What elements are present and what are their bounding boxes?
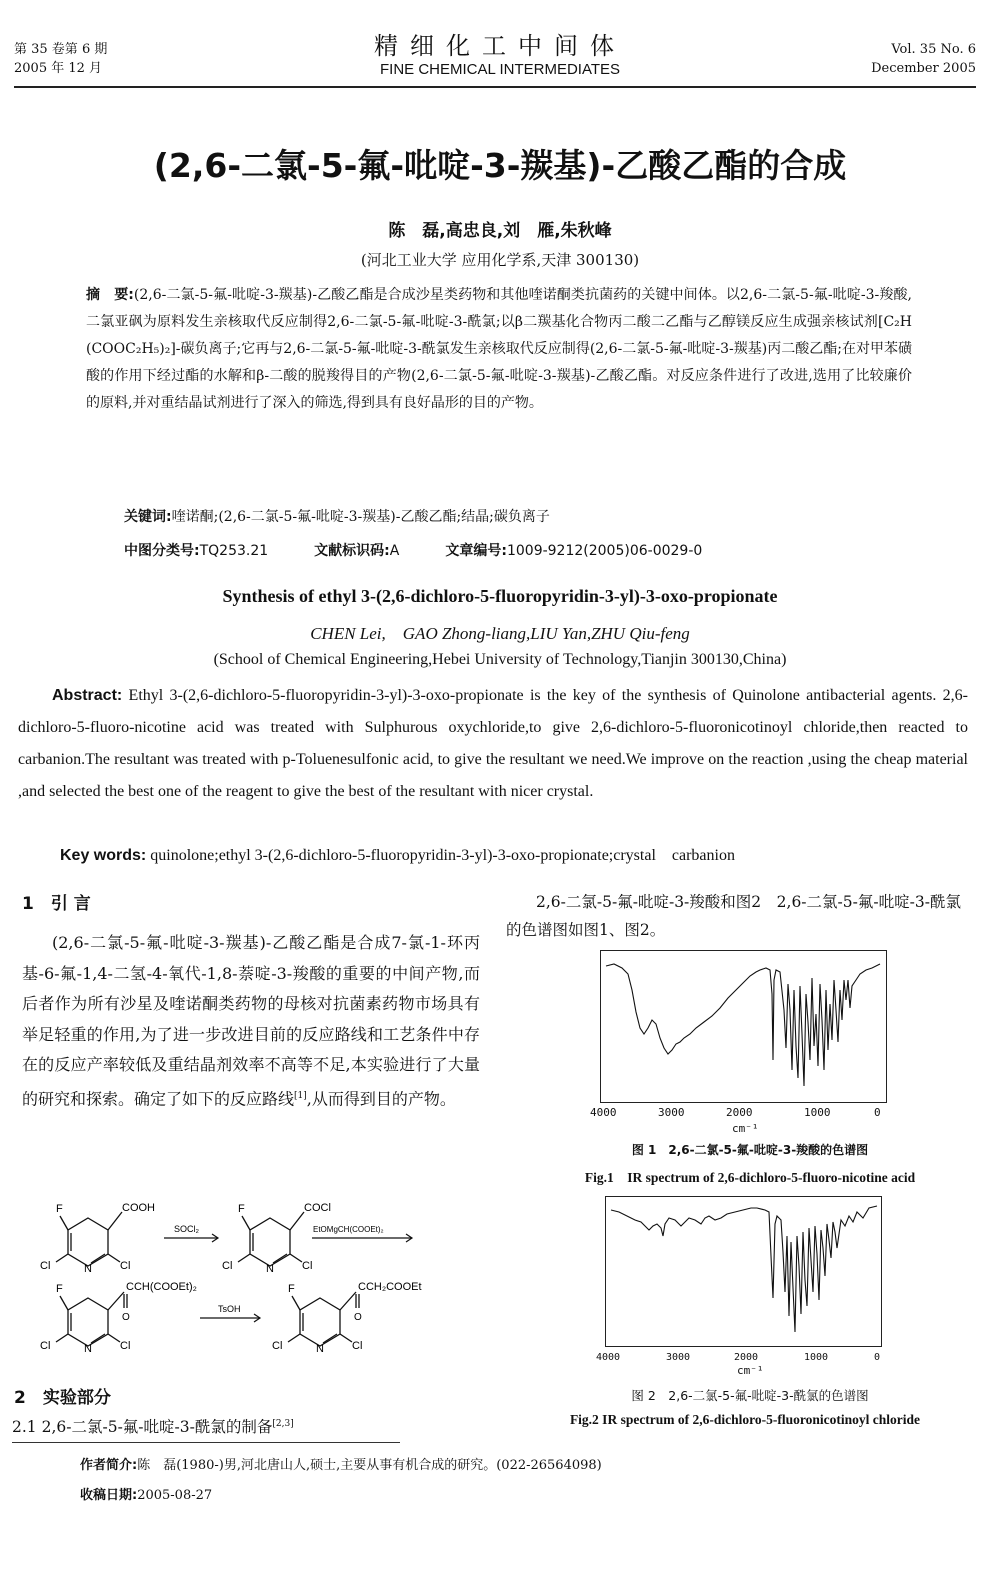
cl-label: Cl [40, 1340, 51, 1352]
doc-code-value: A [389, 543, 400, 559]
reaction-arrow [164, 1234, 218, 1242]
keywords-label: 关键词: [124, 509, 172, 525]
spectrum-trace [611, 1206, 877, 1332]
section-1-heading: 1 引 言 [22, 894, 91, 914]
tick-label: 0 [874, 1352, 881, 1363]
abstract-text: (2,6-二氯-5-氟-吡啶-3-羰基)-乙酸乙酯是合成沙星类药物和其他喹诺酮类抗菌药的关键中间体。以2,6-二氯-5-氟-吡啶-3-羧酸,二氯亚砜为原料发生亲核取代反应制得2,6-二氯-5-氟-吡啶-3-酰氯;以β二羰基化合物丙二酸二乙酯与乙醇镁反应生成强亲核试剂[C₂H (COOC₂H₅)₂]-碳负离子;它再与2,6-二氯-5-氟-吡啶-3-酰氯发生亲核取代反应制得(2,6-二氯-5-氟-吡啶-3-羰基)丙二酸乙酯;在对甲苯磺酸的作用下经过酯的水解和β-二酸的脱羧得目的产物(2,6-二氯-5-氟-吡啶-3-羰基)-乙酸乙酯。对反应条件进行了改进,选用了比较廉价的原料,并对重结晶试剂进行了深入的筛选,得到具有良好晶形的目的产物。 [86, 287, 912, 411]
abstract-label: 摘 要: [86, 287, 134, 303]
english-abstract-text: Ethyl 3-(2,6-dichloro-5-fluoropyridin-3-yl)-3-oxo-propionate is the key of the synthesis of Quinolone antibacterial agents. 2,6-dichloro-5-fluoro-nicotine acid was treated with Sulphurous oxychloride,to give 2,6-dichloro-5-fluoronicotinoyl chloride,then reacted to carbanion.The resultant was treated with p-Toluenesulfonic acid, to give the resultant we need.We improve on the reaction ,using the cheap material ,and selected the best one of the reagent to give the best of the resultant with nicer crystal. [18, 687, 968, 800]
affiliation: (河北工业大学 应用化学系,天津 300130) [360, 251, 640, 269]
footnote-divider [12, 1442, 400, 1443]
tick-label: 4000 [590, 1106, 617, 1119]
figure-2-caption-cn: 图 2 2,6-二氯-5-氟-吡啶-3-酰氯的色谱图 [631, 1388, 869, 1403]
reagent-label: EtOMgCH(COOEt)₂ [313, 1225, 384, 1234]
section-2-heading: 2 实验部分 [14, 1388, 111, 1408]
journal-name-en: FINE CHEMICAL INTERMEDIATES [379, 61, 621, 78]
reference-mark: [2,3] [272, 1418, 294, 1429]
figure-intro-text [506, 888, 970, 944]
spectrum-trace [606, 964, 880, 1086]
bio-text: 陈 磊(1980-)男,河北唐山人,硕士,主要从事有机合成的研究。(022-26564098) [137, 1458, 602, 1473]
tick-label: 1000 [804, 1106, 831, 1119]
bio-label: 作者简介: [80, 1458, 138, 1473]
plot-frame [601, 951, 887, 1103]
malonate-intermediate-structure [56, 1292, 127, 1346]
cl-label: Cl [302, 1260, 313, 1272]
cl-label: Cl [222, 1260, 233, 1272]
plot-frame [606, 1197, 882, 1347]
ir-spectrum-figure-1 [600, 950, 888, 1110]
english-keywords-text: quinolone;ethyl 3-(2,6-dichloro-5-fluoropyridin-3-yl)-3-oxo-propionate;crystal carbanion [150, 847, 735, 864]
n-label: N [266, 1263, 274, 1275]
f-label: F [56, 1203, 63, 1215]
tick-label: 0 [874, 1106, 881, 1119]
figure-2-caption-en: Fig.2 IR spectrum of 2,6-dichloro-5-fluoronicotinoyl chloride [569, 1412, 921, 1427]
section-2-1-heading [12, 1415, 294, 1437]
figure-intro-body: 2,6-二氯-5-氟-吡啶-3-羧酸和图2 2,6-二氯-5-氟-吡啶-3-酰氯的色谱图如图1、图2。 [506, 893, 961, 939]
english-abstract [18, 680, 968, 808]
tick-label: 1000 [804, 1352, 829, 1363]
figure-1-caption-en: Fig.1 IR spectrum of 2,6-dichloro-5-fluoro-nicotine acid [584, 1170, 916, 1185]
tick-label: 2000 [734, 1352, 759, 1363]
tick-label: 4000 [596, 1352, 621, 1363]
volume-issue-en: Vol. 35 No. 6 [891, 42, 976, 57]
keywords-text: 喹诺酮;(2,6-二氯-5-氟-吡啶-3-羰基)-乙酸乙酯;结晶;碳负离子 [171, 509, 550, 525]
cl-label: Cl [40, 1260, 51, 1272]
english-keywords [60, 842, 970, 865]
f-label: F [288, 1283, 295, 1295]
author-bio-footnote [80, 1454, 602, 1473]
date-cn: 2005 年 12 月 [14, 61, 103, 76]
doc-code-label: 文献标识码: [314, 543, 390, 559]
n-label: N [316, 1343, 324, 1355]
article-number-value: 1009-9212(2005)06-0029-0 [506, 543, 703, 559]
header-divider [14, 86, 976, 88]
section-1-body [22, 928, 480, 1114]
reference-mark: [1] [294, 1090, 307, 1101]
journal-name [0, 32, 1000, 80]
paper-title: (2,6-二氯-5-氟-吡啶-3-羰基)-乙酸乙酯的合成 [153, 146, 847, 185]
section-1-text-end: ,从而得到目的产物。 [306, 1088, 456, 1108]
clc-label: 中图分类号: [124, 543, 200, 559]
volume-issue-cn: 第 35 卷第 6 期 [14, 42, 108, 57]
carbonyl-oxygen-label: O [122, 1312, 130, 1323]
reaction-scheme [40, 1196, 470, 1366]
english-abstract-label: Abstract: [52, 687, 123, 704]
cl-label: Cl [120, 1340, 131, 1352]
english-affiliation: (School of Chemical Engineering,Hebei University of Technology,Tianjin 300130,China) [213, 651, 787, 668]
starting-material-structure [56, 1212, 122, 1266]
cl-label: Cl [272, 1340, 283, 1352]
abstract-cn [86, 282, 912, 417]
sm-substituent: COOH [122, 1202, 155, 1214]
section-2-1-title: 2.1 2,6-二氯-5-氟-吡啶-3-酰氯的制备 [12, 1418, 273, 1436]
english-keywords-label: Key words: [60, 847, 147, 864]
product-substituent: CCH₂COOEt [358, 1281, 422, 1293]
english-title: Synthesis of ethyl 3-(2,6-dichloro-5-fluoropyridin-3-yl)-3-oxo-propionate [222, 586, 778, 606]
figure-1-axis-unit: cm⁻¹ [732, 1122, 759, 1135]
int2-substituent: CCH(COOEt)₂ [126, 1281, 197, 1293]
tick-label: 3000 [658, 1106, 685, 1119]
f-label: F [56, 1283, 63, 1295]
clc-value: TQ253.21 [199, 543, 269, 559]
issue-info-en [871, 40, 976, 78]
article-number-label: 文章编号: [445, 543, 507, 559]
n-label: N [84, 1343, 92, 1355]
keywords-cn [124, 506, 550, 526]
ir-spectrum-figure-2 [605, 1196, 883, 1348]
received-date: 2005-08-27 [137, 1488, 213, 1503]
reaction-arrow [312, 1234, 412, 1242]
n-label: N [84, 1263, 92, 1275]
tick-label: 3000 [666, 1352, 691, 1363]
english-authors: CHEN Lei, GAO Zhong-liang,LIU Yan,ZHU Qiu-feng [310, 624, 690, 643]
author-list: 陈 磊,高忠良,刘 雁,朱秋峰 [388, 221, 612, 241]
reagent-label: TsOH [218, 1304, 241, 1314]
received-label: 收稿日期: [80, 1488, 138, 1503]
received-date-footnote [80, 1484, 212, 1503]
date-en: December 2005 [871, 61, 976, 76]
cl-label: Cl [120, 1260, 131, 1272]
product-structure [288, 1292, 359, 1346]
cl-label: Cl [352, 1340, 363, 1352]
tick-label: 2000 [726, 1106, 753, 1119]
acid-chloride-structure [238, 1212, 304, 1266]
section-1-text: (2,6-二氯-5-氟-吡啶-3-羰基)-乙酸乙酯是合成7-氯-1-环丙基-6-氟-1,4-二氢-4-氧代-1,8-萘啶-3-羧酸的重要的中间产物,而后者作为所有沙星及喹诺酮类药物的母核对抗菌素药物市场具有举足轻重的作用,为了进一步改进目前的反应路线和工艺条件中存在的反应产率较低及重结晶剂效率不高等不足,本实验进行了大量的研究和探索。确定了如下的反应路线 [22, 933, 480, 1108]
reagent-label: SOCl₂ [174, 1224, 199, 1234]
f-label: F [238, 1203, 245, 1215]
carbonyl-oxygen-label: O [354, 1312, 362, 1323]
figure-2-axis-unit: cm⁻¹ [737, 1364, 764, 1377]
classification-line [124, 540, 702, 560]
figure-1-caption-cn: 图 1 2,6-二氯-5-氟-吡啶-3-羧酸的色谱图 [631, 1143, 869, 1157]
int1-substituent: COCl [304, 1202, 331, 1214]
reaction-arrow [200, 1314, 260, 1322]
journal-name-cn: 精细化工中间体 [374, 32, 626, 60]
